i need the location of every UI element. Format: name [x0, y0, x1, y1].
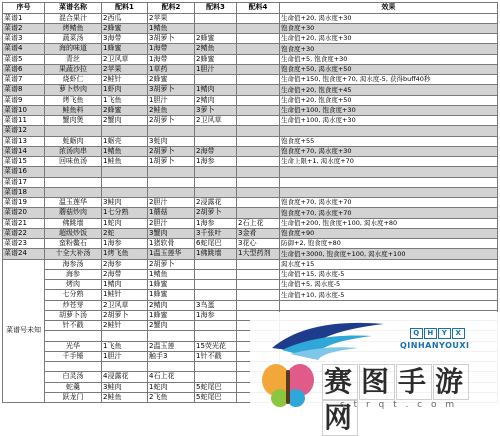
recipe-effect: 饱食度+70, 渴水度+70: [280, 208, 498, 218]
ingredient-4: 3花心: [237, 239, 280, 249]
recipe-name: 海参汤: [45, 259, 102, 269]
recipe-number: 菜谱23: [3, 239, 45, 249]
recipe-name: 炒苍芽: [45, 300, 102, 310]
recipe-name: 蛇羹: [45, 382, 102, 392]
recipe-effect: 生命值+20, 渴水度+30: [280, 13, 498, 23]
site-name-char: 游: [434, 365, 467, 398]
table-row: [3, 75, 498, 85]
site-name-char: 赛: [323, 365, 356, 398]
column-header: 配料2: [148, 3, 195, 14]
table-row: [3, 259, 498, 269]
column-header: 菜谱名称: [45, 3, 102, 14]
recipe-effect: 生命上限+1, 渴水度+70: [280, 157, 498, 167]
recipe-name: 烤飞鱼: [45, 95, 102, 105]
table-row: [3, 177, 498, 187]
ingredient-4: [237, 157, 280, 167]
recipe-name: 胡萝卜汤: [45, 310, 102, 320]
column-header: 效果: [280, 3, 498, 14]
recipe-effect: 生命值+150, 饱食度+70, 渴水度-5, 获得buff40秒: [280, 75, 498, 85]
ingredient-1: 1鲭肉: [102, 280, 148, 290]
table-row: [3, 239, 498, 249]
recipe-number: 菜谱12: [3, 126, 45, 136]
ingredient-1: 2蜂蜜: [102, 23, 148, 33]
ingredient-1: 2鲑鱼: [102, 392, 148, 402]
recipe-name: [45, 177, 102, 187]
ingredient-2: 1蛇肉: [148, 382, 195, 392]
ingredient-3: [195, 75, 237, 85]
table-row: [3, 218, 498, 228]
ingredient-2: [148, 167, 195, 177]
table-row: [3, 228, 498, 238]
recipe-name: [45, 362, 102, 372]
recipe-effect: 饱食度+30: [280, 44, 498, 54]
ingredient-3: [195, 167, 237, 177]
ingredient-2: 2苹果: [148, 13, 195, 23]
ingredient-3: [195, 321, 237, 331]
table-row: [3, 44, 498, 54]
ingredient-2: [148, 331, 195, 341]
ingredient-3: [195, 13, 237, 23]
ingredient-3: 3萝卜: [195, 105, 237, 115]
ingredient-2: 1草药: [148, 64, 195, 74]
ingredient-1: 1鲭鱼: [102, 146, 148, 156]
ingredient-1: 1烤飞鱼: [102, 249, 148, 259]
ingredient-2: 1鲭鱼: [148, 269, 195, 279]
ingredient-3: 2鲭鱼: [195, 44, 237, 54]
site-name-char: 网: [323, 401, 356, 434]
ingredient-2: 2胆汁: [148, 218, 195, 228]
recipe-number: 菜谱6: [3, 64, 45, 74]
brand-letter: H: [424, 328, 437, 339]
recipe-name: 蟹肉煲: [45, 116, 102, 126]
ingredient-3: [195, 23, 237, 33]
recipe-number: 菜谱18: [3, 187, 45, 197]
ingredient-3: [195, 187, 237, 197]
recipe-number: 菜谱15: [3, 157, 45, 167]
ingredient-2: 3蚝肉: [148, 136, 195, 146]
recipe-number: 菜谱2: [3, 23, 45, 33]
ingredient-4: 1大型药剂: [237, 249, 280, 259]
ingredient-3: 5蛇尾巴: [195, 382, 237, 392]
recipe-name: 蚝蛎肉: [45, 136, 102, 146]
recipe-name: 烤肉: [45, 280, 102, 290]
ingredient-3: 1佛跳墙: [195, 249, 237, 259]
table-row: [3, 208, 498, 218]
ingredient-3: 3千张叶: [195, 228, 237, 238]
ingredient-1: [102, 187, 148, 197]
recipe-effect: [280, 167, 498, 177]
ingredient-2: 2蟹肉: [148, 321, 195, 331]
ingredient-2: 1蜂蜜: [148, 310, 195, 320]
recipe-effect: [280, 177, 498, 187]
ingredient-2: [148, 362, 195, 372]
recipe-name: 佛跳墙: [45, 218, 102, 228]
recipe-effect: 饱食度+55: [280, 136, 498, 146]
recipe-effect: 生命值+20, 渴水度+30: [280, 34, 498, 44]
table-row: [3, 126, 498, 136]
recipe-number: 菜谱1: [3, 13, 45, 23]
ingredient-2: 1猪软骨: [148, 239, 195, 249]
ingredient-1: 4浸露花: [102, 372, 148, 382]
recipe-name: 海的味道: [45, 44, 102, 54]
recipe-effect: 生命值+3000, 饱食度+100, 渴水度+100: [280, 249, 498, 259]
table-row: [3, 116, 498, 126]
recipe-effect: 饱食度+30: [280, 23, 498, 33]
ingredient-3: [195, 126, 237, 136]
ingredient-3: [195, 362, 237, 372]
ingredient-1: 2海参: [102, 259, 148, 269]
ingredient-3: [195, 280, 237, 290]
ingredient-3: 2卫风草: [195, 116, 237, 126]
ingredient-4: [237, 85, 280, 95]
ingredient-2: 触手3: [148, 351, 195, 361]
ingredient-1: 3鲑肉: [102, 382, 148, 392]
table-row: [3, 157, 498, 167]
table-row: [3, 34, 498, 44]
column-header: 配料1: [102, 3, 148, 14]
recipe-name: 光华: [45, 341, 102, 351]
recipe-number: 菜谱22: [3, 228, 45, 238]
ingredient-2: 3蟹肉: [148, 228, 195, 238]
ingredient-1: 1七分熟: [102, 208, 148, 218]
ingredient-2: 4石上花: [148, 372, 195, 382]
recipe-name: 混合果汁: [45, 13, 102, 23]
table-row: [3, 146, 498, 156]
ingredient-1: [102, 362, 148, 372]
recipe-name: 萝卜炒肉: [45, 85, 102, 95]
ingredient-4: [237, 208, 280, 218]
recipe-effect: [280, 187, 498, 197]
table-row: [3, 13, 498, 23]
ingredient-2: 1蘑菇: [148, 208, 195, 218]
ingredient-1: 2西瓜: [102, 13, 148, 23]
ingredient-4: [237, 64, 280, 74]
ingredient-3: [195, 269, 237, 279]
ingredient-4: [237, 13, 280, 23]
recipe-effect: 生命值+20, 饱食度+45: [280, 85, 498, 95]
ingredient-2: 3胡萝卜: [148, 85, 195, 95]
ingredient-1: 1鲑鱼: [102, 157, 148, 167]
recipe-name: [45, 167, 102, 177]
brand-text: QINHANYOUXI: [400, 341, 470, 350]
ingredient-1: 2苹果: [102, 64, 148, 74]
recipe-name: 青丝: [45, 54, 102, 64]
ingredient-2: 1蜂蜜: [148, 280, 195, 290]
ingredient-2: [148, 187, 195, 197]
column-header: 配料4: [237, 3, 280, 14]
brand-letter: Q: [410, 328, 423, 339]
recipe-name: 针不戳: [45, 321, 102, 331]
recipe-effect: [280, 126, 498, 136]
ingredient-4: [237, 23, 280, 33]
table-row: [3, 167, 498, 177]
recipe-effect: 生命值+100, 饱食度+30: [280, 105, 498, 115]
butterfly-logo-icon: [258, 362, 318, 408]
ingredient-3: 2胡萝卜: [195, 208, 237, 218]
ingredient-1: 2鲑针: [102, 321, 148, 331]
ingredient-4: [237, 105, 280, 115]
recipe-name: 浓汤肉串: [45, 146, 102, 156]
recipe-number: 菜谱9: [3, 95, 45, 105]
ingredient-4: [237, 146, 280, 156]
ingredient-2: [148, 126, 195, 136]
brand-logo: [400, 328, 470, 350]
table-row: [3, 198, 498, 208]
ingredient-3: 2海带: [195, 146, 237, 156]
ingredient-1: 2蟹肉: [102, 116, 148, 126]
recipe-name: 蛮粉鳖石: [45, 239, 102, 249]
ingredient-1: 1蛇肉: [102, 218, 148, 228]
bird-logo-icon: [268, 318, 388, 362]
recipe-number: 菜谱11: [3, 116, 45, 126]
recipe-name: 温玉莲华: [45, 198, 102, 208]
recipe-name: 果蔬沙拉: [45, 64, 102, 74]
ingredient-4: [237, 136, 280, 146]
ingredient-2: 2蜂蜜: [148, 75, 195, 85]
ingredient-1: 1胆汁: [102, 351, 148, 361]
recipe-effect: 生命值+5, 饱食度+30: [280, 54, 498, 64]
recipe-effect: 生命值+10, 渴水度-5: [280, 290, 498, 300]
ingredient-1: 2卫风草: [102, 54, 148, 64]
table-row: [3, 95, 498, 105]
table-row: [3, 269, 498, 279]
recipe-name: [45, 331, 102, 341]
ingredient-2: 3胡萝卜: [148, 34, 195, 44]
recipe-number: 菜谱19: [3, 198, 45, 208]
ingredient-3: 1海参: [195, 157, 237, 167]
recipe-name: 烧虾仁: [45, 75, 102, 85]
site-name-char: 图: [360, 365, 393, 398]
table-row: [3, 136, 498, 146]
ingredient-4: 2石上花: [237, 218, 280, 228]
table-row: [3, 280, 498, 290]
ingredient-4: [237, 269, 280, 279]
recipe-name: 七分熟: [45, 290, 102, 300]
recipe-number: 菜谱21: [3, 218, 45, 228]
recipe-name: 蘑菇炒肉: [45, 208, 102, 218]
ingredient-2: 2胡萝卜: [148, 116, 195, 126]
recipe-effect: 饱食度+90: [280, 228, 498, 238]
ingredient-1: 2蛇: [102, 228, 148, 238]
ingredient-3: [195, 290, 237, 300]
ingredient-1: [102, 331, 148, 341]
ingredient-4: [237, 34, 280, 44]
ingredient-4: [237, 177, 280, 187]
ingredient-4: [237, 167, 280, 177]
recipe-effect: 防御+2, 饱食度+80: [280, 239, 498, 249]
ingredient-2: 1蜂蜜: [148, 290, 195, 300]
recipe-number: 菜谱14: [3, 146, 45, 156]
ingredient-2: [148, 177, 195, 187]
ingredient-1: 1飞鱼: [102, 95, 148, 105]
ingredient-4: [237, 290, 280, 300]
site-name-char: 手: [397, 365, 430, 398]
ingredient-4: 3金肴: [237, 228, 280, 238]
ingredient-1: 1蜂蜜: [102, 44, 148, 54]
ingredient-2: 1鲭鱼: [148, 23, 195, 33]
recipe-number: 菜谱10: [3, 105, 45, 115]
recipe-effect: 饱食度+70, 渴水度+30: [280, 146, 498, 156]
ingredient-2: 2鲑鱼: [148, 105, 195, 115]
brand-letter: X: [452, 328, 465, 339]
recipe-effect: 渴水度+15: [280, 259, 498, 269]
ingredient-3: 1鲭肉: [195, 85, 237, 95]
ingredient-1: 2卫风草: [102, 300, 148, 310]
recipe-effect: 生命值+5, 渴水度-5: [280, 280, 498, 290]
ingredient-1: 2海带: [102, 269, 148, 279]
ingredient-2: 2温玉莲: [148, 341, 195, 351]
recipe-effect: 生命值+100, 渴水度+30: [280, 116, 498, 126]
ingredient-3: 6蛇尾巴: [195, 239, 237, 249]
ingredient-2: 2飞鱼: [148, 392, 195, 402]
ingredient-4: [237, 300, 280, 310]
recipe-number: 菜谱3: [3, 34, 45, 44]
ingredient-3: 1胆汁: [195, 64, 237, 74]
ingredient-3: [195, 136, 237, 146]
recipe-effect: [280, 300, 498, 310]
recipe-name: [45, 126, 102, 136]
recipe-number: 菜谱16: [3, 167, 45, 177]
ingredient-3: 1海参: [195, 310, 237, 320]
ingredient-4: [237, 126, 280, 136]
recipe-name: 海参: [45, 269, 102, 279]
ingredient-3: 15荧光花: [195, 341, 237, 351]
ingredient-3: [195, 331, 237, 341]
table-row: [3, 54, 498, 64]
column-header: 配料3: [195, 3, 237, 14]
recipe-name: [45, 187, 102, 197]
ingredient-3: 3鸟蛋: [195, 300, 237, 310]
recipe-name: 烤鲭鱼: [45, 23, 102, 33]
recipe-name: 十全大补汤: [45, 249, 102, 259]
ingredient-1: 1虾肉: [102, 85, 148, 95]
ingredient-4: [237, 75, 280, 85]
ingredient-3: 1海参: [195, 218, 237, 228]
ingredient-3: 2蜂蜜: [195, 34, 237, 44]
header-row: [3, 3, 498, 14]
ingredient-4: [237, 187, 280, 197]
ingredient-2: 2胆汁: [148, 198, 195, 208]
recipe-name: 回味鱼汤: [45, 157, 102, 167]
ingredient-1: 2蜂蜜: [102, 105, 148, 115]
recipe-name: 白灵汤: [45, 372, 102, 382]
ingredient-1: 1飞鱼: [102, 341, 148, 351]
ingredient-3: 2鲭肉: [195, 95, 237, 105]
table-row: [3, 290, 498, 300]
ingredient-4: [237, 116, 280, 126]
ingredient-2: 1海带: [148, 54, 195, 64]
column-header: 序号: [3, 3, 45, 14]
ingredient-4: [237, 54, 280, 64]
ingredient-4: [237, 259, 280, 269]
ingredient-3: 5蛇尾巴: [195, 392, 237, 402]
recipe-name: 鲑鱼料: [45, 105, 102, 115]
recipe-number: 菜谱24: [3, 249, 45, 259]
ingredient-1: 2胡萝卜: [102, 310, 148, 320]
unknown-section-label: 菜谱号未知: [3, 259, 45, 403]
recipe-name: 千手锤: [45, 351, 102, 361]
table-row: [3, 23, 498, 33]
ingredient-2: 1胆汁: [148, 95, 195, 105]
recipe-effect: 生命值+200, 饱食度+100, 渴水度+80: [280, 218, 498, 228]
ingredient-4: [237, 44, 280, 54]
recipe-number: 菜谱4: [3, 44, 45, 54]
recipe-number: 菜谱13: [3, 136, 45, 146]
recipe-effect: 饱食度+70, 渴水度+70: [280, 198, 498, 208]
ingredient-3: 2蜂蜜: [195, 54, 237, 64]
ingredient-1: 1蛎壳: [102, 136, 148, 146]
ingredient-1: 1鲑针: [102, 290, 148, 300]
recipe-effect: 生命值+15, 渴水度-5: [280, 269, 498, 279]
table-row: [3, 249, 498, 259]
ingredient-3: [195, 259, 237, 269]
recipe-number: 菜谱5: [3, 54, 45, 64]
ingredient-1: 3海带: [102, 34, 148, 44]
ingredient-2: 2胡萝卜: [148, 259, 195, 269]
ingredient-2: 2鲭肉: [148, 300, 195, 310]
table-row: [3, 105, 498, 115]
ingredient-2: 1胡萝卜: [148, 157, 195, 167]
recipe-number: 菜谱17: [3, 177, 45, 187]
table-row: [3, 64, 498, 74]
recipe-name: 蔬菜汤: [45, 34, 102, 44]
ingredient-3: [195, 372, 237, 382]
ingredient-1: 3鲑肉: [102, 198, 148, 208]
recipe-effect: 生命值+20, 饱食度+50: [280, 95, 498, 105]
ingredient-4: [237, 280, 280, 290]
table-row: [3, 85, 498, 95]
ingredient-2: 2胡萝卜: [148, 146, 195, 156]
brand-letter: Y: [438, 328, 451, 339]
ingredient-2: 1海带: [148, 44, 195, 54]
watermark-overlay: [250, 312, 500, 434]
ingredient-1: [102, 167, 148, 177]
ingredient-1: 1海参: [102, 239, 148, 249]
ingredient-4: [237, 95, 280, 105]
table-row: [3, 300, 498, 310]
recipe-number: 菜谱7: [3, 75, 45, 85]
recipe-number: 菜谱8: [3, 85, 45, 95]
ingredient-3: 2浸露花: [195, 198, 237, 208]
ingredient-3: [195, 177, 237, 187]
ingredient-4: [237, 198, 280, 208]
recipe-name: 跃龙门: [45, 392, 102, 402]
recipe-name: 超级炒饭: [45, 228, 102, 238]
ingredient-3: 1针不戳: [195, 351, 237, 361]
recipe-number: 菜谱20: [3, 208, 45, 218]
site-url: s t r q t . c o m: [340, 400, 458, 410]
ingredient-2: 1温玉莲华: [148, 249, 195, 259]
recipe-effect: 饱食度+50, 渴水度+50: [280, 64, 498, 74]
ingredient-1: 2鲑针: [102, 75, 148, 85]
ingredient-1: [102, 126, 148, 136]
table-row: [3, 187, 498, 197]
ingredient-1: [102, 177, 148, 187]
